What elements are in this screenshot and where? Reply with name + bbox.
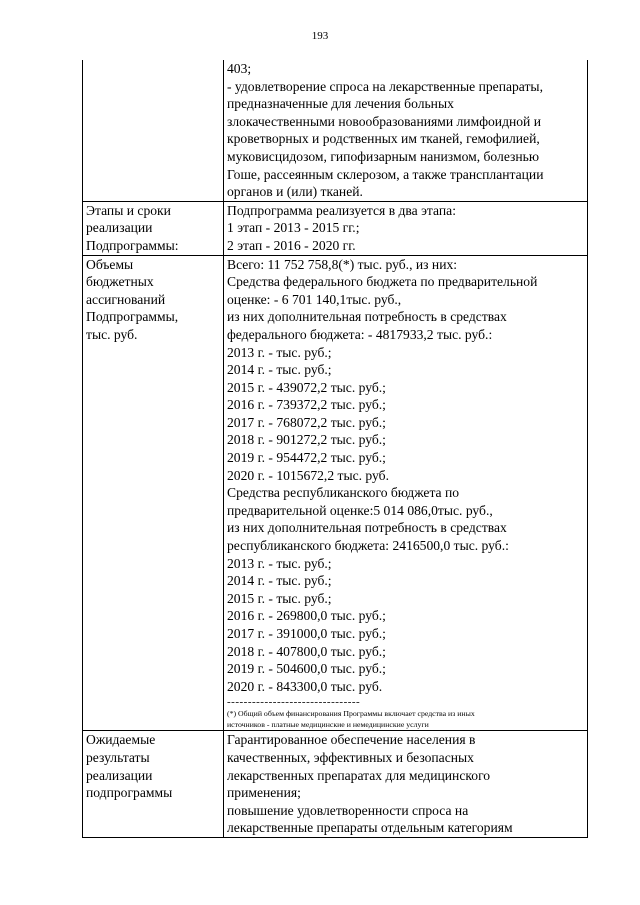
content-line: оценке: - 6 701 140,1тыс. руб., bbox=[227, 291, 402, 307]
content-line: органов и (или) тканей. bbox=[227, 184, 363, 200]
table-row bbox=[83, 60, 588, 201]
content-line: 1 этап - 2013 - 2015 гг.; bbox=[227, 220, 360, 236]
content-line: 2017 г. - 768072,2 тыс. руб.; bbox=[227, 414, 386, 430]
content-line: Гоше, рассеянным склерозом, а также трансплантации bbox=[227, 166, 544, 182]
content-line: 2013 г. - тыс. руб.; bbox=[227, 344, 332, 360]
row-content-drug-demand bbox=[224, 60, 588, 201]
footnote-line: источников - платные медицинские и немедицинские услуги bbox=[227, 720, 429, 730]
label-line: Объемы bbox=[86, 256, 134, 272]
label-line: Подпрограммы: bbox=[86, 237, 179, 253]
content-line: предварительной оценке:5 014 086,0тыс. руб., bbox=[227, 502, 493, 518]
label-line: тыс. руб. bbox=[86, 326, 138, 342]
table-row bbox=[83, 255, 588, 731]
label-line: подпрограммы bbox=[86, 785, 173, 801]
content-line: Всего: 11 752 758,8(*) тыс. руб., из них: bbox=[227, 256, 458, 272]
page-number: 193 bbox=[311, 30, 329, 42]
content-line: лекарственные препараты отдельным категориям bbox=[227, 820, 513, 836]
row-label-budget bbox=[83, 255, 224, 731]
content-line: из них дополнительная потребность в средствах bbox=[227, 520, 507, 536]
content-line: 2014 г. - тыс. руб.; bbox=[227, 573, 332, 589]
footnote-line: (*) Общий объем финансирования Программы включает средства из иных bbox=[227, 709, 475, 719]
content-line: 2019 г. - 504600,0 тыс. руб.; bbox=[227, 661, 386, 677]
content-line: повышение удовлетворенности спроса на bbox=[227, 802, 469, 818]
content-line: Гарантированное обеспечение населения в bbox=[227, 732, 476, 748]
content-line: республиканского бюджета: 2416500,0 тыс. руб.: bbox=[227, 538, 509, 554]
content-line: муковисцидозом, гипофизарным нанизмом, болезнью bbox=[227, 148, 540, 164]
content-line: 2020 г. - 1015672,2 тыс. руб. bbox=[227, 467, 389, 483]
label-line: реализации bbox=[86, 767, 153, 783]
row-label-results bbox=[83, 731, 224, 838]
content-line: из них дополнительная потребность в средствах bbox=[227, 309, 507, 325]
footnote-separator: -------------------------------- bbox=[227, 696, 361, 709]
content-line: Средства республиканского бюджета по bbox=[227, 485, 460, 501]
label-line: ассигнований bbox=[86, 291, 166, 307]
label-line: результаты bbox=[86, 749, 150, 765]
content-line: 2013 г. - тыс. руб.; bbox=[227, 555, 332, 571]
content-line: 2018 г. - 407800,0 тыс. руб.; bbox=[227, 643, 386, 659]
label-line: реализации bbox=[86, 220, 153, 236]
content-line: 2018 г. - 901272,2 тыс. руб.; bbox=[227, 432, 386, 448]
content-line: 2017 г. - 391000,0 тыс. руб.; bbox=[227, 626, 386, 641]
content-line: качественных, эффективных и безопасных bbox=[227, 749, 474, 765]
table-row bbox=[83, 731, 588, 838]
table-row bbox=[83, 201, 588, 255]
content-line: 2015 г. - 439072,2 тыс. руб.; bbox=[227, 379, 386, 395]
row-content-results bbox=[224, 731, 588, 838]
content-line: 2020 г. - 843300,0 тыс. руб. bbox=[227, 678, 383, 694]
row-label-stages bbox=[83, 201, 224, 255]
content-line: 2016 г. - 269800,0 тыс. руб.; bbox=[227, 608, 386, 624]
content-line: 2015 г. - тыс. руб.; bbox=[227, 590, 332, 606]
content-line: Подпрограмма реализуется в два этапа: bbox=[227, 202, 456, 218]
label-line: Этапы и сроки bbox=[86, 202, 171, 218]
content-line: 2019 г. - 954472,2 тыс. руб.; bbox=[227, 450, 386, 466]
row-content-budget bbox=[224, 255, 588, 731]
content-line: - удовлетворение спроса на лекарственные препараты, bbox=[227, 78, 543, 94]
content-line: кроветворных и родственных им тканей, гемофилией, bbox=[227, 131, 540, 147]
content-line: лекарственных препаратах для медицинского bbox=[227, 767, 491, 783]
content-line: 2 этап - 2016 - 2020 гг. bbox=[227, 237, 356, 253]
row-content-stages bbox=[224, 201, 588, 255]
row-label-empty bbox=[83, 60, 224, 201]
program-passport-table bbox=[82, 60, 588, 838]
content-line: применения; bbox=[227, 785, 301, 801]
content-line: злокачественными новообразованиями лимфоидной и bbox=[227, 113, 542, 129]
content-line: Средства федерального бюджета по предварительной bbox=[227, 274, 538, 290]
label-line: Ожидаемые bbox=[86, 732, 156, 748]
content-line: предназначенные для лечения больных bbox=[227, 96, 454, 112]
label-line: бюджетных bbox=[86, 274, 154, 290]
content-line: федерального бюджета: - 4817933,2 тыс. руб.: bbox=[227, 326, 493, 342]
content-line: 2014 г. - тыс. руб.; bbox=[227, 362, 332, 378]
label-line: Подпрограммы, bbox=[86, 309, 179, 325]
content-line: 403; bbox=[227, 61, 252, 76]
content-line: 2016 г. - 739372,2 тыс. руб.; bbox=[227, 397, 386, 413]
